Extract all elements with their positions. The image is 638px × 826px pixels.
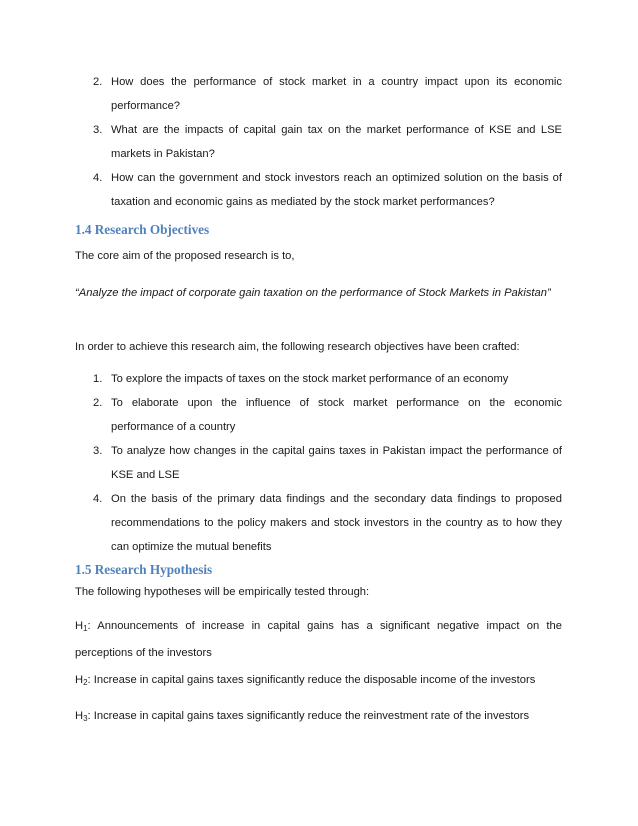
hypothesis-label: H (75, 620, 84, 632)
list-item (75, 487, 562, 559)
objectives-intro: The core aim of the proposed research is to, (75, 250, 295, 262)
hypothesis-text: : Announcements of increase in capital gains has a significant negative impact on the perceptions of the investors (75, 620, 562, 659)
list-item (75, 391, 562, 439)
list-text: To elaborate upon the influence of stock market performance on the economic performance of a country (111, 397, 562, 433)
list-text: How does the performance of stock market in a country impact upon its economic performance? (111, 76, 562, 112)
list-item (75, 166, 562, 214)
list-item (75, 367, 562, 391)
hypothesis-item (75, 704, 562, 731)
hypothesis-subscript: 3 (83, 714, 88, 723)
list-item (75, 70, 562, 118)
hypothesis-label: H (75, 674, 84, 686)
list-text: On the basis of the primary data findings and the secondary data findings to proposed recommendations to the policy makers and stock investors in the country as to how they can optimize the mutual benefits (111, 493, 562, 553)
hypothesis-intro: The following hypotheses will be empirically tested through: (75, 586, 370, 598)
hypothesis-subscript: 1 (83, 624, 88, 633)
list-item (75, 439, 562, 487)
list-number: 3. (93, 124, 103, 136)
list-number: 4. (93, 493, 103, 505)
research-aim: “Analyze the impact of corporate gain taxation on the performance of Stock Markets in Pakistan” (75, 287, 551, 299)
list-number: 1. (93, 373, 103, 385)
list-number: 4. (93, 172, 103, 184)
list-number: 3. (93, 445, 103, 457)
list-text: To explore the impacts of taxes on the stock market performance of an economy (111, 373, 509, 385)
list-number: 2. (93, 397, 103, 409)
hypothesis-item (75, 668, 562, 695)
section-heading-objectives: 1.4 Research Objectives (75, 222, 210, 237)
list-text: To analyze how changes in the capital gains taxes in Pakistan impact the performance of KSE and LSE (111, 445, 562, 481)
hypothesis-label: H (75, 710, 84, 722)
research-objectives-list (75, 367, 562, 559)
hypothesis-text: : Increase in capital gains taxes significantly reduce the reinvestment rate of the investors (87, 710, 530, 722)
section-heading-hypothesis: 1.5 Research Hypothesis (75, 562, 213, 577)
hypothesis-subscript: 2 (83, 678, 88, 687)
hypothesis-text: : Increase in capital gains taxes significantly reduce the disposable income of the investors (87, 674, 536, 686)
research-questions-list (75, 70, 562, 214)
objectives-lead: In order to achieve this research aim, the following research objectives have been crafted: (75, 341, 520, 353)
hypothesis-item (75, 614, 562, 665)
list-text: How can the government and stock investors reach an optimized solution on the basis of taxation and economic gains as mediated by the stock market performances? (111, 172, 562, 208)
list-text: What are the impacts of capital gain tax on the market performance of KSE and LSE markets in Pakistan? (111, 124, 562, 160)
list-item (75, 118, 562, 166)
list-number: 2. (93, 76, 103, 88)
